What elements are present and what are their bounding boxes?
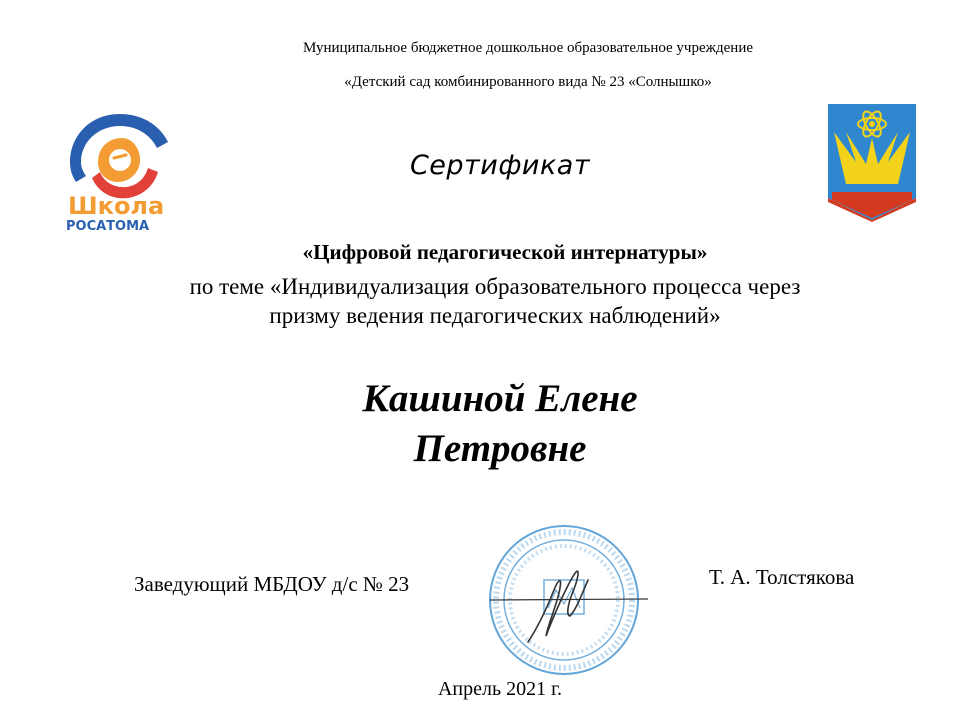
svg-text:Школа: Школа [68,192,165,220]
topic-line2: призму ведения педагогических наблюдений» [269,303,721,328]
official-stamp [476,520,652,680]
organization-name-line1: Муниципальное бюджетное дошкольное образовательное учреждение [303,40,753,56]
topic-line1: по теме «Индивидуализация образовательного процесса через [189,274,801,299]
signatory-name: Т. А. Толстякова [709,565,855,589]
rosatom-school-logo [62,108,178,234]
city-coat-of-arms [826,102,918,222]
svg-text:РОСАТОМА: РОСАТОМА [66,219,150,234]
program-name: «Цифровой педагогической интернатуры» [302,240,708,264]
certificate-title: Сертификат [409,150,591,181]
issue-date: Апрель 2021 г. [437,678,563,700]
recipient-name-line2: Петровне [413,427,587,470]
organization-name-line2: «Детский сад комбинированного вида № 23 «Солнышко» [344,74,712,90]
signatory-position: Заведующий МБДОУ д/с № 23 [134,572,410,596]
recipient-name-line1: Кашиной Елене [362,377,638,420]
